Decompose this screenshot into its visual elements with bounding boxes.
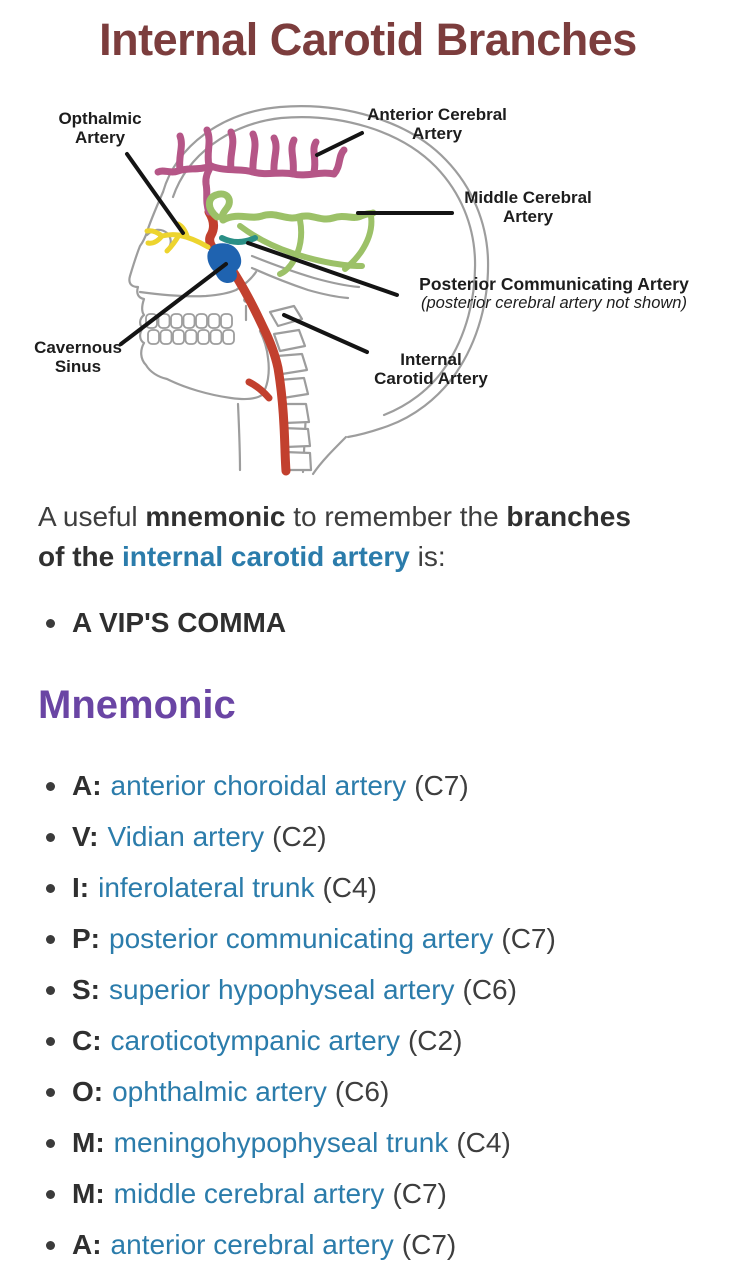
anterior-cerebral-artery-label: Anterior Cerebral Artery <box>367 105 507 143</box>
mnemonic-phrase-list <box>38 607 736 639</box>
item-letter: M: <box>72 1127 105 1158</box>
bullet-icon <box>46 782 55 791</box>
item-letter: C: <box>72 1025 102 1056</box>
item-segment: (C7) <box>401 1229 457 1260</box>
item-segment: (C4) <box>322 872 377 903</box>
artery-link[interactable]: anterior cerebral artery <box>110 1229 394 1260</box>
mnemonic-phrase: A VIP'S COMMA <box>72 607 287 638</box>
neck-front-line <box>238 404 240 470</box>
skull-base-line1 <box>252 256 359 287</box>
list-item <box>38 1127 736 1159</box>
artery-link[interactable]: inferolateral trunk <box>98 872 315 903</box>
list-item <box>38 1076 736 1108</box>
bullet-icon <box>46 1241 55 1250</box>
leader-posterior-communicating <box>248 243 397 295</box>
mnemonic-phrase-item <box>38 607 736 639</box>
bullet-icon <box>46 1139 55 1148</box>
item-letter: V: <box>72 821 99 852</box>
teeth <box>146 314 234 344</box>
internal-carotid-artery-link[interactable]: internal carotid artery <box>122 541 410 572</box>
neck-back-line <box>313 437 346 474</box>
item-segment: (C6) <box>334 1076 390 1107</box>
intro-text: is: <box>409 541 446 572</box>
ophthalmic-artery-label: Opthalmic Artery <box>58 109 142 147</box>
cervical-spine <box>270 306 311 470</box>
internal-carotid-artery-label: Internal Carotid Artery <box>374 350 488 388</box>
list-item <box>38 872 736 904</box>
bullet-icon <box>46 935 55 944</box>
item-letter: I: <box>72 872 90 903</box>
item-segment: (C7) <box>392 1178 447 1209</box>
intro-text: A useful <box>38 501 146 532</box>
posterior-communicating-artery-vessel <box>222 238 255 242</box>
middle-cerebral-artery-label: Middle Cerebral Artery <box>464 188 592 226</box>
artery-link[interactable]: middle cerebral artery <box>113 1178 385 1209</box>
item-letter: P: <box>72 923 100 954</box>
anatomy-diagram <box>0 96 736 481</box>
item-segment: (C7) <box>501 923 556 954</box>
list-item <box>38 923 736 955</box>
item-letter: A: <box>72 770 102 801</box>
item-segment: (C2) <box>407 1025 463 1056</box>
list-item <box>38 1025 736 1057</box>
intro-bold-mnemonic: mnemonic <box>145 501 286 532</box>
bullet-icon <box>46 1190 55 1199</box>
artery-link[interactable]: caroticotympanic artery <box>110 1025 400 1056</box>
intro-text: to remember the <box>285 501 507 532</box>
artery-link[interactable]: superior hypophyseal artery <box>109 974 455 1005</box>
item-segment: (C4) <box>456 1127 511 1158</box>
bullet-icon <box>46 619 55 628</box>
bullet-icon <box>46 1037 55 1046</box>
mnemonic-list <box>38 770 736 1261</box>
item-segment: (C6) <box>462 974 517 1005</box>
artery-link[interactable]: Vidian artery <box>107 821 265 852</box>
bullet-icon <box>46 833 55 842</box>
bullet-icon <box>46 884 55 893</box>
item-letter: O: <box>72 1076 104 1107</box>
list-item <box>38 1178 736 1210</box>
artery-link[interactable]: meningohypophyseal trunk <box>113 1127 449 1158</box>
cavernous-sinus-label: Cavernous Sinus <box>34 338 122 376</box>
intro-bold-of-the: of the <box>38 541 122 572</box>
intro-bold-branches: branches <box>506 501 631 532</box>
intro-paragraph <box>38 497 698 577</box>
bullet-icon <box>46 986 55 995</box>
anterior-cerebral-artery-vessel <box>158 130 344 212</box>
list-item <box>38 821 736 853</box>
mnemonic-heading: Mnemonic <box>38 683 236 727</box>
page-title: Internal Carotid Branches <box>99 14 637 65</box>
item-letter: A: <box>72 1229 102 1260</box>
item-segment: (C2) <box>272 821 327 852</box>
bullet-icon <box>46 1088 55 1097</box>
artery-link[interactable]: ophthalmic artery <box>112 1076 327 1107</box>
posterior-communicating-artery-label: Posterior Communicating Artery (posterior cerebral artery not shown) <box>419 274 689 312</box>
artery-link[interactable]: anterior choroidal artery <box>110 770 407 801</box>
artery-link[interactable]: posterior communicating artery <box>109 923 494 954</box>
item-letter: M: <box>72 1178 105 1209</box>
list-item <box>38 1229 736 1261</box>
item-letter: S: <box>72 974 100 1005</box>
list-item <box>38 974 736 1006</box>
list-item <box>38 770 736 802</box>
item-segment: (C7) <box>414 770 469 801</box>
